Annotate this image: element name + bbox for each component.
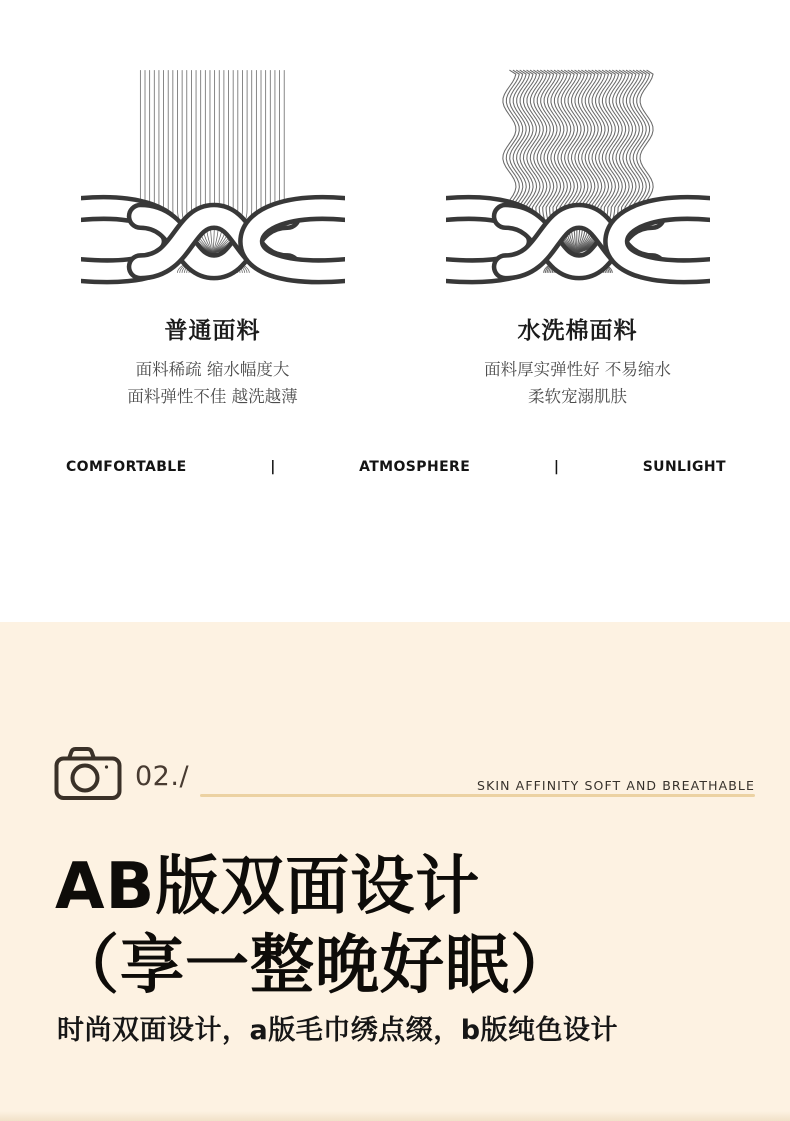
fabric-description xyxy=(484,356,671,410)
fabric-description xyxy=(127,356,297,410)
tagline-sunlight: SUNLIGHT xyxy=(642,459,726,475)
fabric-title: 普通面料 xyxy=(164,318,261,344)
desc-line: 面料稀疏 缩水幅度大 xyxy=(135,360,290,379)
camera-icon xyxy=(54,745,122,801)
washed-cotton-column xyxy=(395,58,760,410)
tagline-row xyxy=(66,459,726,475)
fabric-title: 水洗棉面料 xyxy=(517,318,638,344)
wavy-threads-weave-illustration xyxy=(446,58,710,290)
feature-subheadline: 时尚双面设计，a版毛巾绣点缀，b版纯色设计 xyxy=(57,1015,619,1046)
desc-line: 面料厚实弹性好 不易缩水 xyxy=(484,360,671,379)
tagline-divider: | xyxy=(553,459,559,475)
feature-headline xyxy=(55,848,575,1006)
headline-line-2: （享一整晚好眠） xyxy=(55,929,575,1003)
straight-threads-weave-illustration xyxy=(81,58,345,290)
english-slogan: SKIN AFFINITY SOFT AND BREATHABLE xyxy=(477,778,755,793)
desc-line: 柔软宠溺肌肤 xyxy=(528,387,627,406)
desc-line: 面料弹性不佳 越洗越薄 xyxy=(127,387,298,406)
next-image-edge xyxy=(0,1111,790,1121)
tagline-divider: | xyxy=(270,459,276,475)
section-index: 02./ xyxy=(135,761,190,792)
headline-line-1: AB版双面设计 xyxy=(55,850,481,924)
ordinary-fabric-column xyxy=(30,58,395,410)
feature-section xyxy=(0,622,790,1121)
comparison-row xyxy=(30,58,760,410)
accent-divider-line xyxy=(200,794,755,797)
tagline-comfortable: COMFORTABLE xyxy=(66,459,187,475)
tagline-atmosphere: ATMOSPHERE xyxy=(359,459,471,475)
